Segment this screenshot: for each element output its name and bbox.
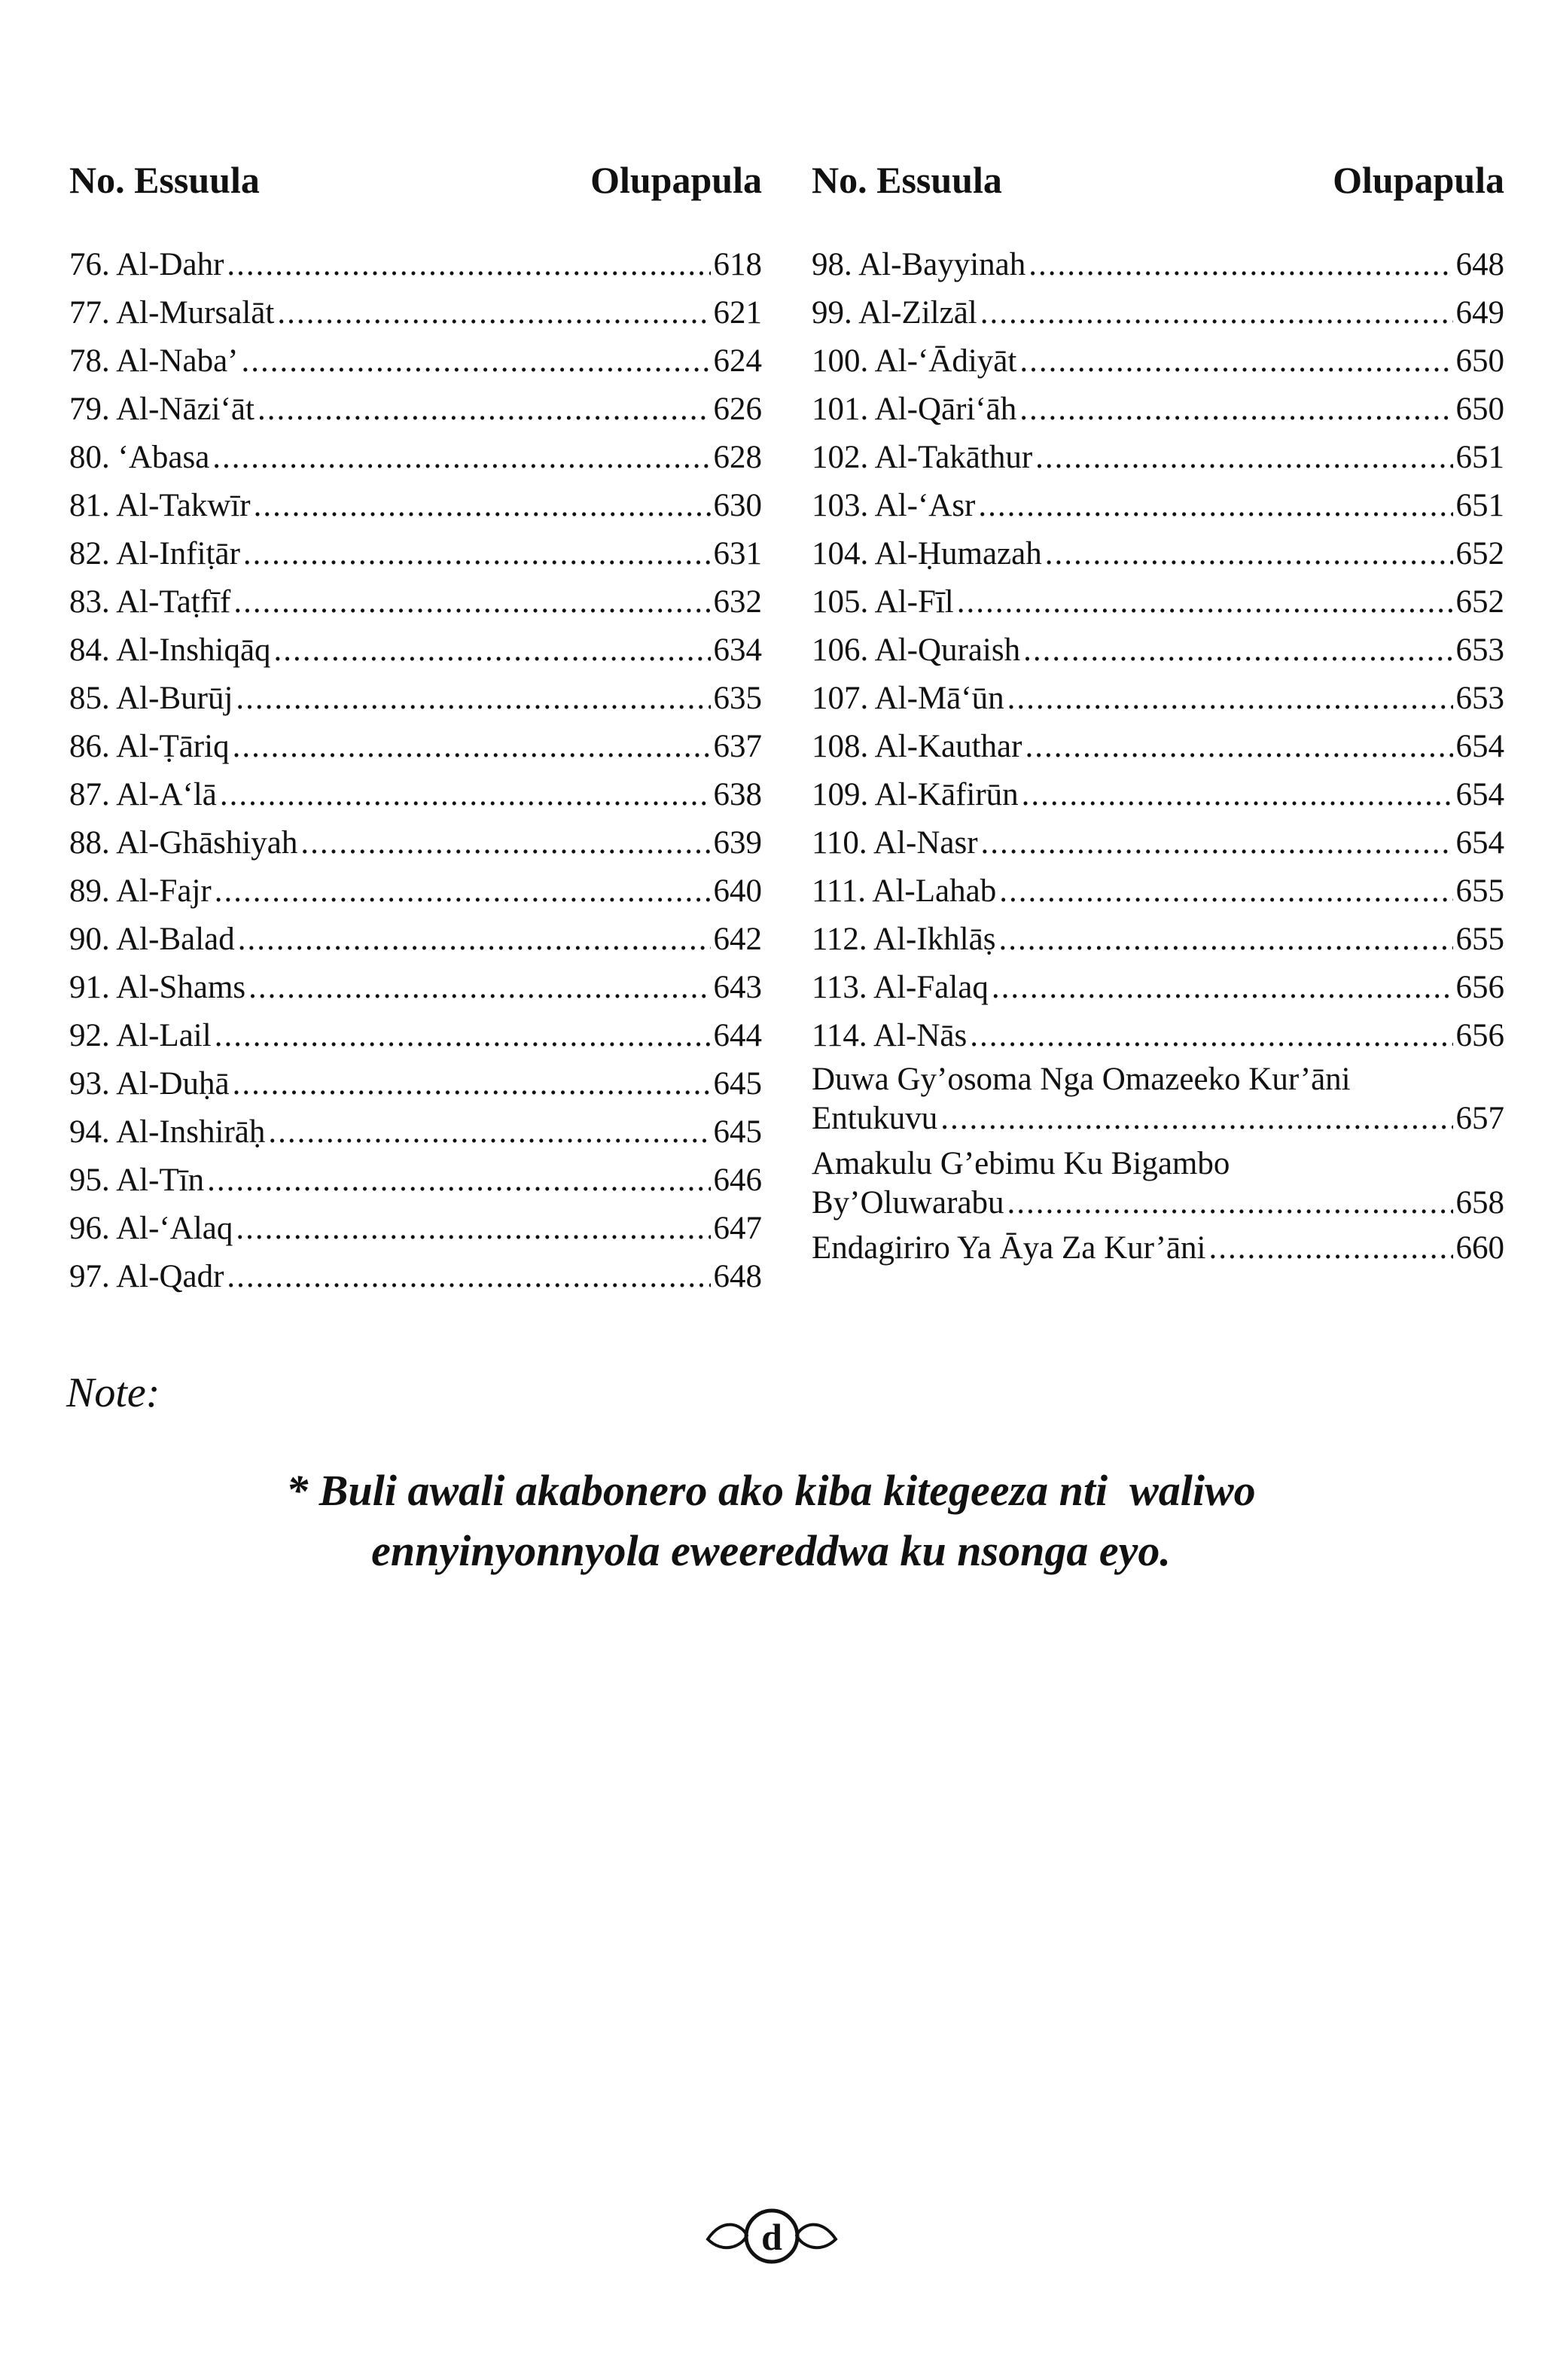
page-ornament [700,2202,843,2269]
toc-page-number: 654 [1455,825,1504,861]
toc-title: 76. Al-Dahr [69,247,224,282]
dot-leader [248,964,710,1012]
toc-page-number: 626 [713,392,762,427]
toc-row [69,675,762,723]
toc-page-number: 650 [1455,343,1504,379]
toc-title: 111. Al-Lahab [812,873,997,909]
dot-leader [207,1156,710,1205]
toc-page-number: 630 [713,488,762,523]
toc-row [69,337,762,385]
dot-leader [980,289,1453,337]
toc-title: 92. Al-Lail [69,1018,212,1053]
dot-leader [258,385,711,434]
dot-leader [212,434,710,482]
toc-title: 89. Al-Fajr [69,873,212,909]
dot-leader [243,530,711,578]
dot-leader [227,241,710,289]
toc-title: 84. Al-Inshiqāq [69,632,271,668]
toc-page-number: 656 [1455,1018,1504,1053]
note-text [0,1461,1542,1581]
toc-page-number: 637 [713,729,762,764]
toc-page-number: 646 [713,1163,762,1198]
toc-title-line-1: Duwa Gy’osoma Nga Omazeeko Kur’āni [812,1062,1351,1097]
toc-list-left [69,241,762,1301]
toc-row [69,1108,762,1156]
toc-row [69,723,762,771]
toc-page-number: 618 [713,247,762,282]
dot-leader [227,1253,710,1301]
toc-title: 107. Al-Mā‘ūn [812,681,1004,716]
toc-title: 104. Al-Ḥumazah [812,536,1042,571]
toc-title: 102. Al-Takāthur [812,440,1033,475]
toc-page-number: 648 [713,1259,762,1294]
dot-leader [215,867,711,916]
toc-title: 83. Al-Taṭfīf [69,584,231,620]
toc-row [812,530,1504,578]
toc-title: 109. Al-Kāfirūn [812,777,1019,812]
toc-title: 112. Al-Ikhlāṣ [812,922,996,957]
toc-row [69,626,762,675]
toc-title: 93. Al-Duḥā [69,1066,230,1102]
toc-row [69,867,762,916]
toc-row [69,241,762,289]
toc-page-number: 643 [713,970,762,1005]
toc-row-multiline [812,1229,1504,1274]
toc-page-number: 656 [1455,970,1504,1005]
toc-row [812,289,1504,337]
toc-row [69,482,762,530]
toc-page-number: 645 [713,1066,762,1102]
toc-title: 96. Al-‘Alaq [69,1211,233,1246]
toc-row [812,626,1504,675]
dot-leader [1029,241,1452,289]
toc-page-number: 650 [1455,392,1504,427]
dot-leader [254,482,711,530]
toc-page-number: 658 [1455,1185,1504,1220]
dot-leader [1208,1229,1452,1268]
toc-title: 110. Al-Nasr [812,825,978,861]
toc-page-number: 660 [1455,1230,1504,1266]
toc-row [812,1012,1504,1060]
toc-title: 105. Al-Fīl [812,584,954,620]
dot-leader [978,482,1452,530]
toc-page-number: 624 [713,343,762,379]
dot-leader [1035,434,1452,482]
dot-leader [233,723,711,771]
toc-title: 113. Al-Falaq [812,970,989,1005]
dot-leader [1022,771,1453,819]
toc-page-number: 649 [1455,295,1504,331]
toc-page-number: 621 [713,295,762,331]
toc-row-multiline [812,1144,1504,1229]
toc-row [69,1156,762,1205]
toc-page-number: 657 [1455,1101,1504,1136]
dot-leader [992,964,1453,1012]
toc-row [69,385,762,434]
toc-row [812,241,1504,289]
toc-column-right [812,158,1504,1274]
dot-leader [242,337,711,385]
toc-page-number: 652 [1455,536,1504,571]
toc-row [69,434,762,482]
toc-title: 79. Al-Nāzi‘āt [69,392,254,427]
toc-row-multiline [812,1060,1504,1144]
toc-page-number: 638 [713,777,762,812]
toc-page-number: 631 [713,536,762,571]
dot-leader [970,1012,1452,1060]
note-line-1: * Buli awali akabonero ako kiba kitegeeza nti waliwo [286,1466,1256,1515]
toc-title: 90. Al-Balad [69,922,235,957]
toc-page-number: 654 [1455,777,1504,812]
toc-page-number: 635 [713,681,762,716]
toc-title-line-2 [812,1229,1504,1268]
dot-leader [1023,626,1452,675]
toc-row [812,675,1504,723]
toc-title-line-2 [812,1099,1504,1138]
toc-page-number: 639 [713,825,762,861]
toc-page-number: 642 [713,922,762,957]
toc-row [812,337,1504,385]
toc-row [69,964,762,1012]
toc-page-number: 632 [713,584,762,620]
toc-title: By’Oluwarabu [812,1185,1004,1220]
header-olupapula: Olupapula [590,159,762,201]
toc-row [812,916,1504,964]
header-no-essuula: No. Essuula [69,159,260,201]
toc-row [812,723,1504,771]
toc-row [69,771,762,819]
toc-title: 101. Al-Qāri‘āh [812,392,1017,427]
toc-row [69,819,762,867]
toc-page-number: 640 [713,873,762,909]
dot-leader [1007,675,1453,723]
dot-leader [236,675,710,723]
toc-list-right [812,241,1504,1060]
dot-leader [1025,723,1452,771]
toc-title: 88. Al-Ghāshiyah [69,825,298,861]
toc-title-line-2 [812,1184,1504,1223]
note-line-2: ennyinyonnyola eweereddwa ku nsonga eyo. [371,1526,1171,1575]
toc-page-number: 628 [713,440,762,475]
dot-leader [233,578,710,626]
toc-page-number: 647 [713,1211,762,1246]
toc-row [812,867,1504,916]
toc-page-number: 644 [713,1018,762,1053]
toc-title: 106. Al-Quraish [812,632,1021,668]
dot-leader [215,1012,711,1060]
toc-row [69,530,762,578]
dot-leader [1045,530,1453,578]
toc-title: 86. Al-Ṭāriq [69,729,230,764]
header-olupapula: Olupapula [1333,159,1504,201]
dot-leader [998,916,1452,964]
dot-leader [999,867,1452,916]
column-header [69,158,762,241]
dot-leader [274,626,711,675]
header-no-essuula: No. Essuula [812,159,1002,201]
dot-leader [1007,1184,1453,1223]
toc-row [69,1060,762,1108]
toc-title: 80. ‘Abasa [69,440,210,475]
toc-row [812,434,1504,482]
dot-leader [236,1205,710,1253]
toc-title: 94. Al-Inshirāḥ [69,1114,266,1150]
dot-leader [981,819,1453,867]
toc-page-number: 648 [1455,247,1504,282]
toc-title: 97. Al-Qadr [69,1259,224,1294]
toc-title: 77. Al-Mursalāt [69,295,275,331]
toc-page-number: 645 [713,1114,762,1150]
toc-row [812,964,1504,1012]
dot-leader [957,578,1453,626]
toc-row [69,1205,762,1253]
toc-title-line-1: Amakulu G’ebimu Ku Bigambo [812,1146,1230,1181]
toc-title: 100. Al-‘Ādiyāt [812,343,1017,379]
toc-title: Entukuvu [812,1101,938,1136]
toc-title: 114. Al-Nās [812,1018,968,1053]
dot-leader [233,1060,711,1108]
toc-title: 81. Al-Takwīr [69,488,251,523]
toc-row [812,385,1504,434]
toc-page-number: 655 [1455,873,1504,909]
toc-row [812,819,1504,867]
toc-row [812,578,1504,626]
page-letter: d [761,2216,782,2258]
dot-leader [238,916,711,964]
toc-title: Endagiriro Ya Āya Za Kur’āni [812,1230,1206,1266]
dot-leader [940,1099,1452,1138]
toc-row [69,916,762,964]
dot-leader [1019,385,1452,434]
toc-row [812,771,1504,819]
toc-title: 82. Al-Infiṭār [69,536,240,571]
toc-page-number: 655 [1455,922,1504,957]
toc-title: 78. Al-Naba’ [69,343,239,379]
toc-page-number: 652 [1455,584,1504,620]
toc-title: 95. Al-Tīn [69,1163,205,1198]
toc-row [69,289,762,337]
toc-page-number: 653 [1455,681,1504,716]
toc-page-number: 651 [1455,488,1504,523]
dot-leader [220,771,711,819]
toc-page-number: 654 [1455,729,1504,764]
note-label: Note: [66,1370,160,1416]
toc-row [69,1012,762,1060]
dot-leader [300,819,710,867]
toc-page-number: 651 [1455,440,1504,475]
dot-leader [268,1108,710,1156]
toc-title: 98. Al-Bayyinah [812,247,1026,282]
dot-leader [1019,337,1452,385]
toc-page-number: 653 [1455,632,1504,668]
toc-title: 99. Al-Zilzāl [812,295,977,331]
column-header [812,158,1504,241]
toc-row [69,1253,762,1301]
toc-page-number: 634 [713,632,762,668]
toc-row [69,578,762,626]
ornament-icon [700,2202,843,2269]
toc-title: 108. Al-Kauthar [812,729,1022,764]
dot-leader [277,289,710,337]
toc-title: 87. Al-A‘lā [69,777,217,812]
toc-row [812,482,1504,530]
toc-column-left [69,158,762,1301]
toc-title: 91. Al-Shams [69,970,246,1005]
toc-title: 85. Al-Burūj [69,681,233,716]
toc-list-extra [812,1060,1504,1274]
toc-title: 103. Al-‘Asr [812,488,976,523]
